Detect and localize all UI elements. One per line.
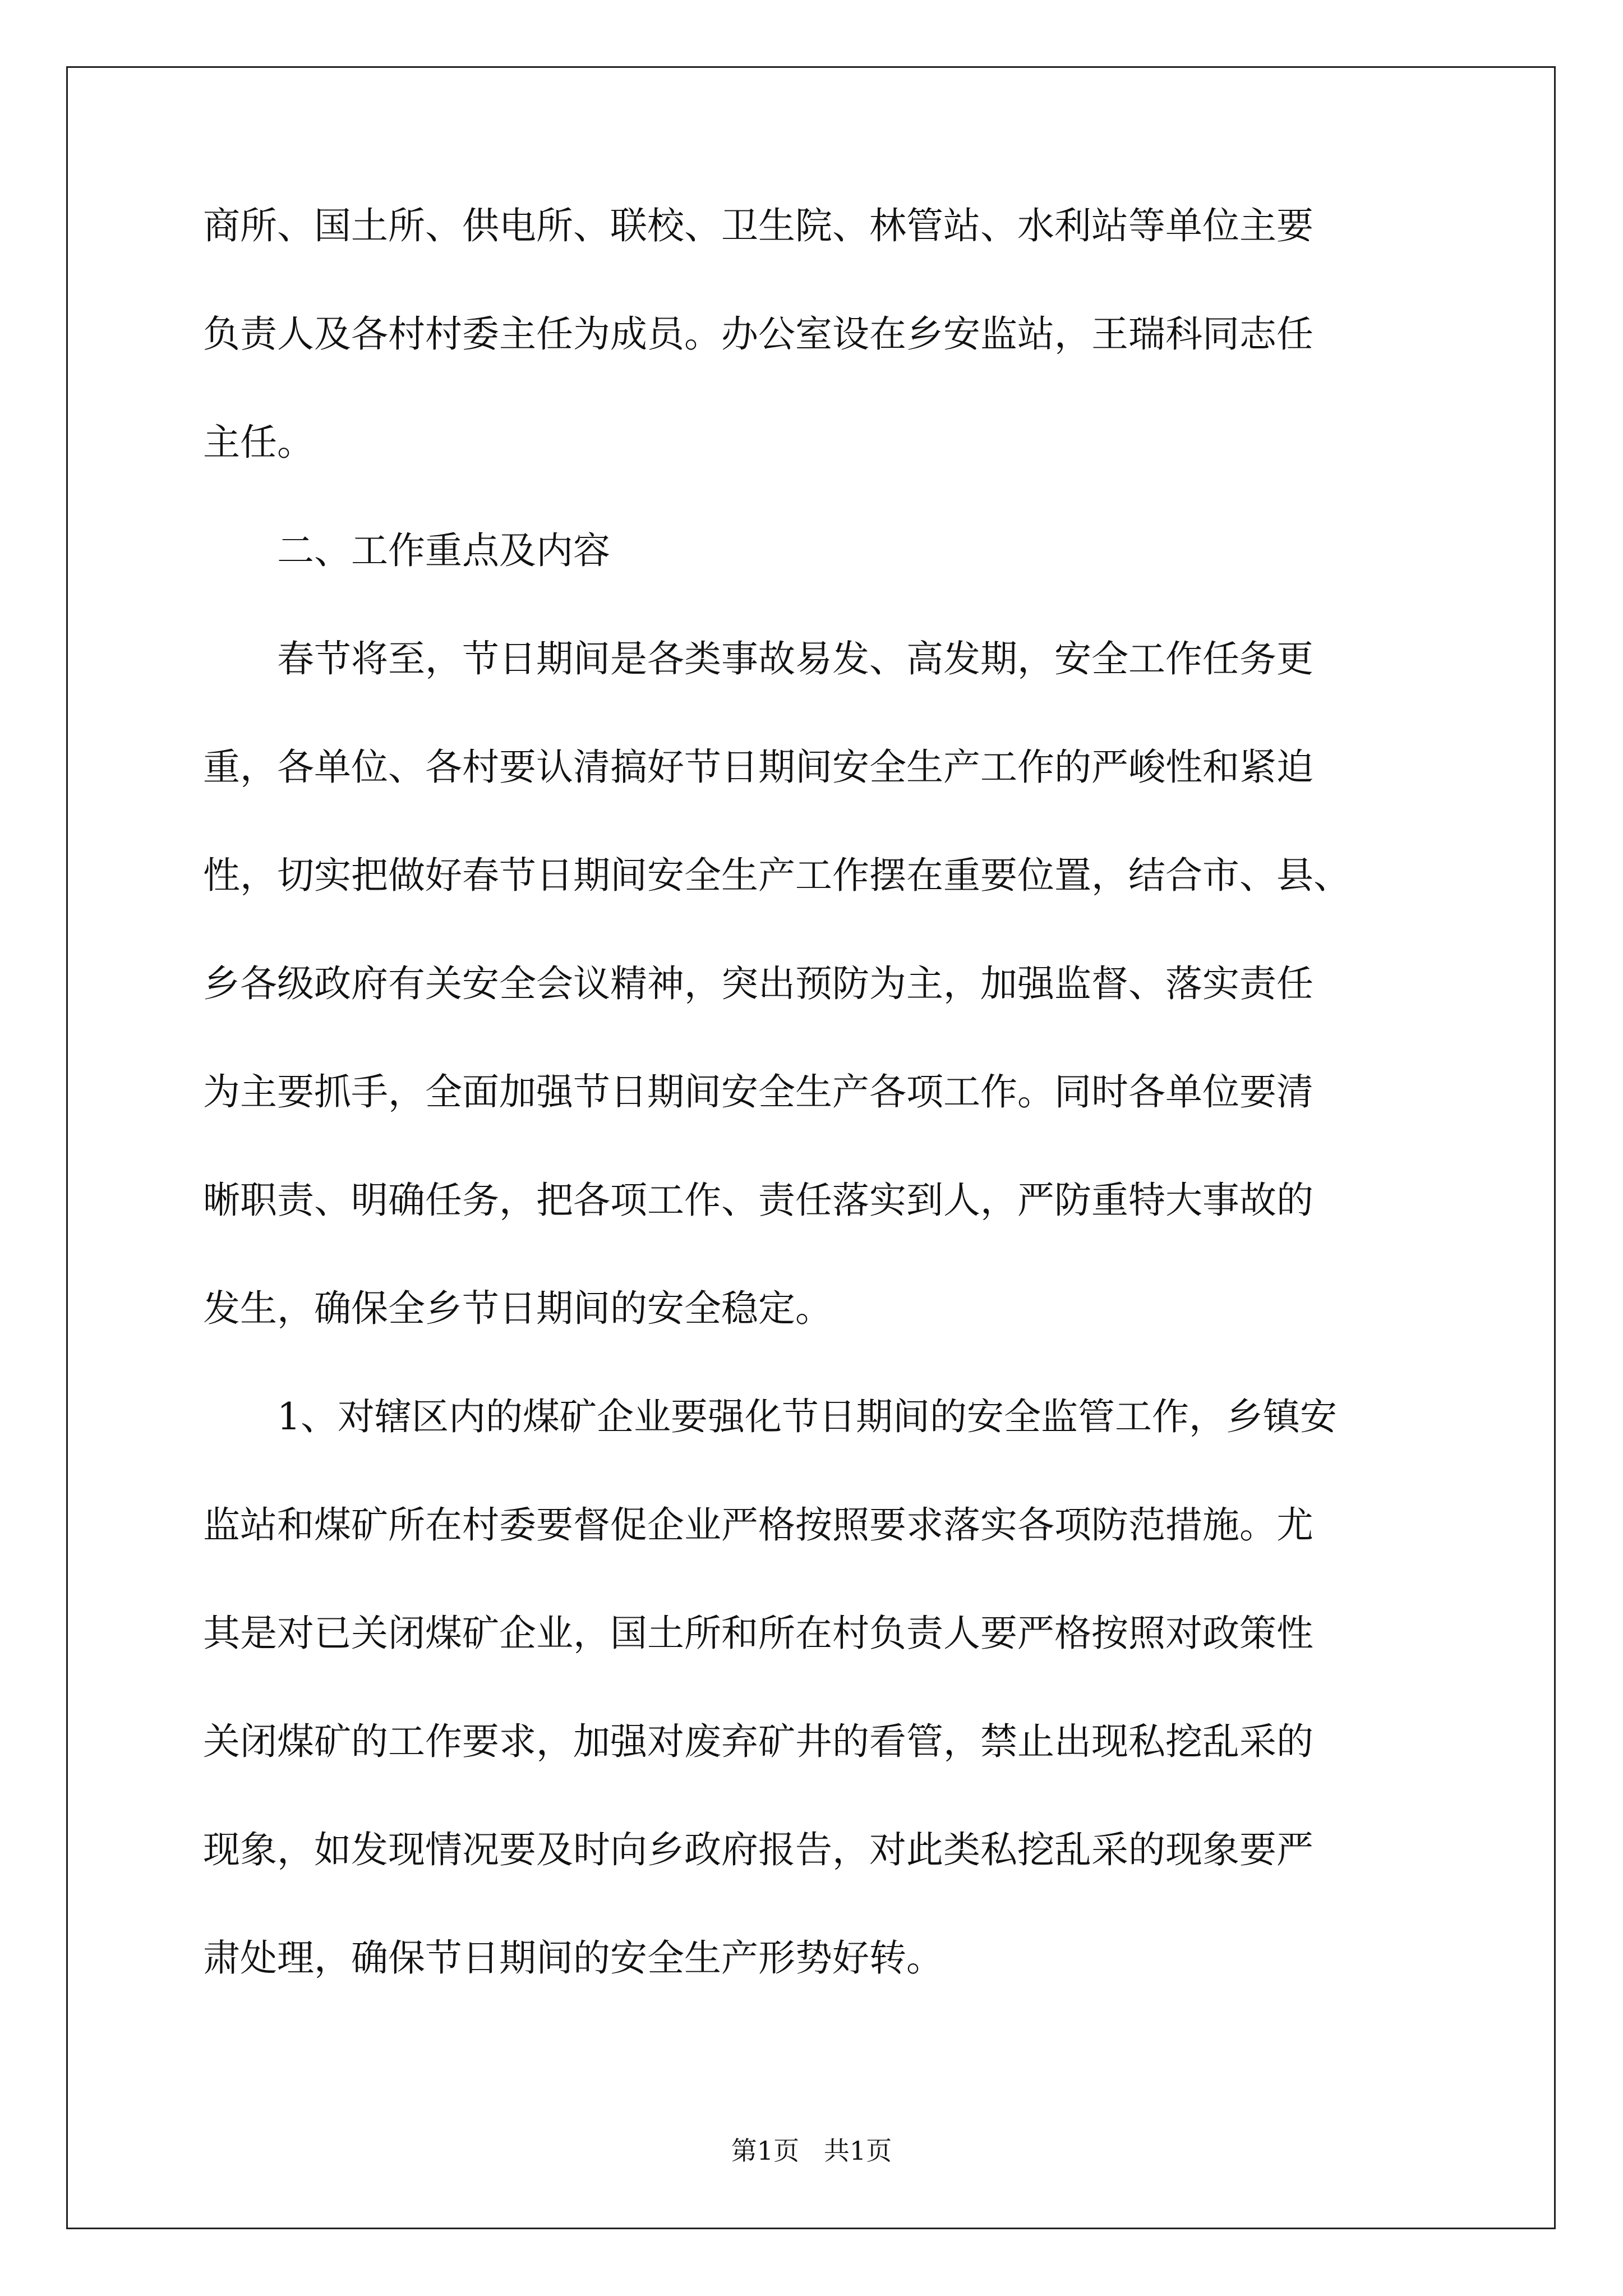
text-line: 发生，确保全乡节日期间的安全稳定。 [203,1287,832,1330]
text-line: 为主要抓手，全面加强节日期间安全生产各项工作。同时各单位要清 [203,1070,1313,1114]
text-line: 现象，如发现情况要及时向乡政府报告，对此类私挖乱采的现象要严 [203,1828,1313,1871]
text-line: 乡各级政府有关安全会议精神，突出预防为主，加强监督、落实责任 [203,962,1313,1005]
text-line: 性，切实把做好春节日期间安全生产工作摆在重要位置，结合市、县、 [203,854,1350,897]
text-line: 晰职责、明确任务，把各项工作、责任落实到人，严防重特大事故的 [203,1179,1313,1222]
text-line: 其是对已关闭煤矿企业，国土所和所在村负责人要严格按照对政策性 [203,1612,1313,1655]
text-line: 商所、国土所、供电所、联校、卫生院、林管站、水利站等单位主要 [203,204,1313,247]
page-border [66,66,1556,2229]
section-heading: 二、工作重点及内容 [277,529,610,572]
paragraph-start: 1、对辖区内的煤矿企业要强化节日期间的安全监管工作，乡镇安 [277,1395,1337,1438]
page-number-footer: 第1页 共1页 [731,2136,892,2166]
text-line: 监站和煤矿所在村委要督促企业严格按照要求落实各项防范措施。尤 [203,1503,1313,1547]
text-line: 关闭煤矿的工作要求，加强对废弃矿井的看管，禁止出现私挖乱采的 [203,1720,1313,1763]
text-line: 主任。 [203,421,314,464]
text-line: 重，各单位、各村要认清搞好节日期间安全生产工作的严峻性和紧迫 [203,746,1313,789]
text-line: 负责人及各村村委主任为成员。办公室设在乡安监站，王瑞科同志任 [203,312,1313,356]
paragraph-start: 春节将至，节日期间是各类事故易发、高发期，安全工作任务更 [277,637,1313,680]
text-line: 肃处理，确保节日期间的安全生产形势好转。 [203,1936,943,1980]
